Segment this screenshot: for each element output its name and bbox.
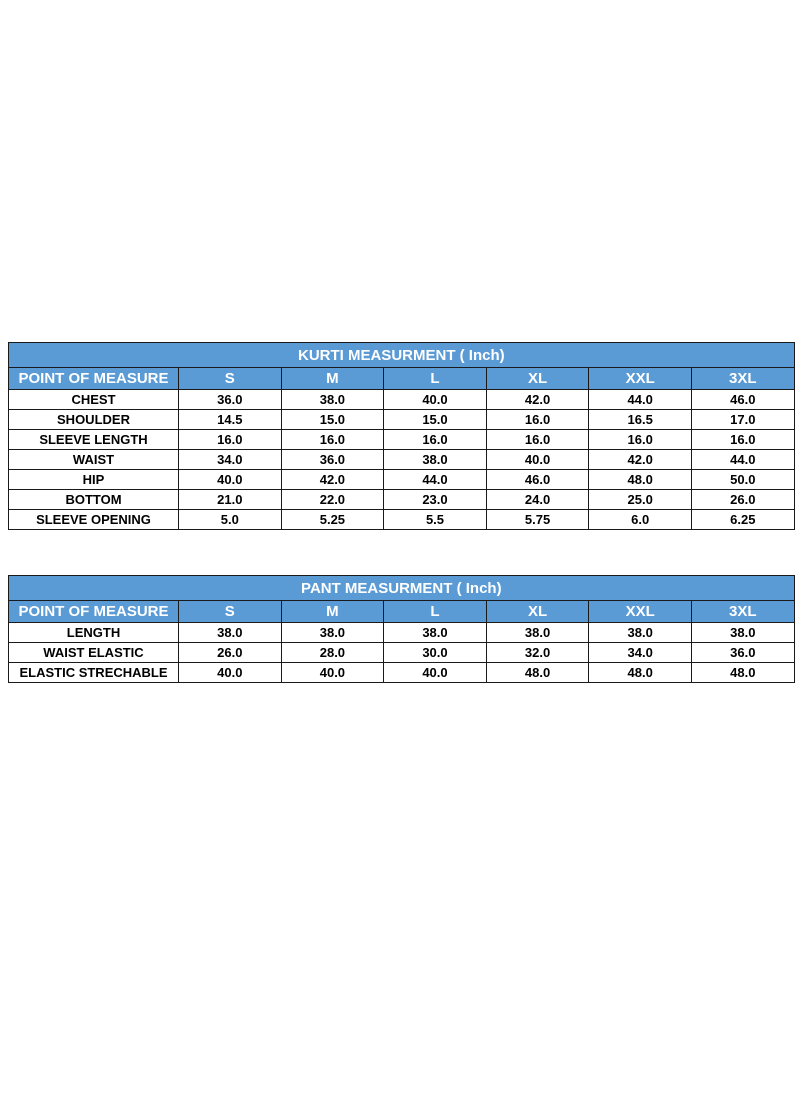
column-header-m: M (281, 601, 384, 623)
table-cell: 30.0 (384, 643, 487, 663)
row-label: CHEST (9, 390, 179, 410)
column-header-xxl: XXL (589, 368, 692, 390)
table-cell: 40.0 (179, 470, 282, 490)
table-cell: 38.0 (281, 623, 384, 643)
table-cell: 38.0 (691, 623, 794, 643)
table-cell: 34.0 (589, 643, 692, 663)
table-cell: 40.0 (384, 663, 487, 683)
table-cell: 36.0 (691, 643, 794, 663)
kurti-measurement-table (8, 342, 795, 530)
row-label: WAIST ELASTIC (9, 643, 179, 663)
table-row (9, 450, 795, 470)
column-header-point-of-measure: POINT OF MEASURE (9, 601, 179, 623)
table-cell: 5.75 (486, 510, 589, 530)
table-header-row (9, 368, 795, 390)
row-label: HIP (9, 470, 179, 490)
table-row (9, 623, 795, 643)
table-row (9, 390, 795, 410)
row-label: WAIST (9, 450, 179, 470)
table-cell: 26.0 (691, 490, 794, 510)
kurti-table-title: KURTI MEASURMENT ( Inch) (9, 343, 795, 368)
table-cell: 23.0 (384, 490, 487, 510)
table-cell: 46.0 (486, 470, 589, 490)
table-cell: 26.0 (179, 643, 282, 663)
table-row (9, 490, 795, 510)
table-cell: 16.0 (691, 430, 794, 450)
table-cell: 16.0 (179, 430, 282, 450)
pant-table-title: PANT MEASURMENT ( Inch) (9, 576, 795, 601)
table-cell: 16.0 (281, 430, 384, 450)
table-cell: 40.0 (281, 663, 384, 683)
table-cell: 21.0 (179, 490, 282, 510)
column-header-l: L (384, 368, 487, 390)
table-cell: 24.0 (486, 490, 589, 510)
table-cell: 6.0 (589, 510, 692, 530)
column-header-s: S (179, 601, 282, 623)
table-row (9, 663, 795, 683)
table-cell: 40.0 (179, 663, 282, 683)
column-header-xl: XL (486, 368, 589, 390)
table-cell: 38.0 (589, 623, 692, 643)
row-label: SLEEVE OPENING (9, 510, 179, 530)
table-cell: 15.0 (384, 410, 487, 430)
table-cell: 32.0 (486, 643, 589, 663)
row-label: SLEEVE LENGTH (9, 430, 179, 450)
table-cell: 15.0 (281, 410, 384, 430)
table-cell: 38.0 (179, 623, 282, 643)
table-cell: 44.0 (691, 450, 794, 470)
table-cell: 34.0 (179, 450, 282, 470)
table-cell: 48.0 (589, 470, 692, 490)
table-row (9, 410, 795, 430)
row-label: BOTTOM (9, 490, 179, 510)
table-cell: 5.5 (384, 510, 487, 530)
table-cell: 16.0 (384, 430, 487, 450)
table-cell: 16.0 (486, 430, 589, 450)
column-header-3xl: 3XL (691, 368, 794, 390)
table-cell: 38.0 (384, 450, 487, 470)
table-cell: 48.0 (486, 663, 589, 683)
table-cell: 48.0 (691, 663, 794, 683)
table-cell: 36.0 (179, 390, 282, 410)
column-header-3xl: 3XL (691, 601, 794, 623)
table-cell: 38.0 (384, 623, 487, 643)
column-header-xl: XL (486, 601, 589, 623)
table-cell: 5.25 (281, 510, 384, 530)
table-row (9, 643, 795, 663)
table-cell: 16.0 (589, 430, 692, 450)
table-cell: 36.0 (281, 450, 384, 470)
table-cell: 6.25 (691, 510, 794, 530)
table-row (9, 510, 795, 530)
column-header-m: M (281, 368, 384, 390)
table-row (9, 430, 795, 450)
table-cell: 38.0 (281, 390, 384, 410)
column-header-l: L (384, 601, 487, 623)
table-title-row (9, 343, 795, 368)
table-cell: 28.0 (281, 643, 384, 663)
table-cell: 44.0 (384, 470, 487, 490)
table-cell: 40.0 (384, 390, 487, 410)
table-cell: 48.0 (589, 663, 692, 683)
row-label: ELASTIC STRECHABLE (9, 663, 179, 683)
table-cell: 40.0 (486, 450, 589, 470)
row-label: LENGTH (9, 623, 179, 643)
table-title-row (9, 576, 795, 601)
table-cell: 16.0 (486, 410, 589, 430)
column-header-s: S (179, 368, 282, 390)
table-cell: 14.5 (179, 410, 282, 430)
table-cell: 17.0 (691, 410, 794, 430)
column-header-xxl: XXL (589, 601, 692, 623)
table-cell: 22.0 (281, 490, 384, 510)
table-cell: 50.0 (691, 470, 794, 490)
pant-measurement-table (8, 575, 795, 683)
table-row (9, 470, 795, 490)
column-header-point-of-measure: POINT OF MEASURE (9, 368, 179, 390)
table-cell: 25.0 (589, 490, 692, 510)
table-cell: 38.0 (486, 623, 589, 643)
row-label: SHOULDER (9, 410, 179, 430)
table-cell: 16.5 (589, 410, 692, 430)
table-cell: 5.0 (179, 510, 282, 530)
table-cell: 42.0 (486, 390, 589, 410)
table-cell: 46.0 (691, 390, 794, 410)
table-cell: 44.0 (589, 390, 692, 410)
table-header-row (9, 601, 795, 623)
table-cell: 42.0 (589, 450, 692, 470)
table-cell: 42.0 (281, 470, 384, 490)
